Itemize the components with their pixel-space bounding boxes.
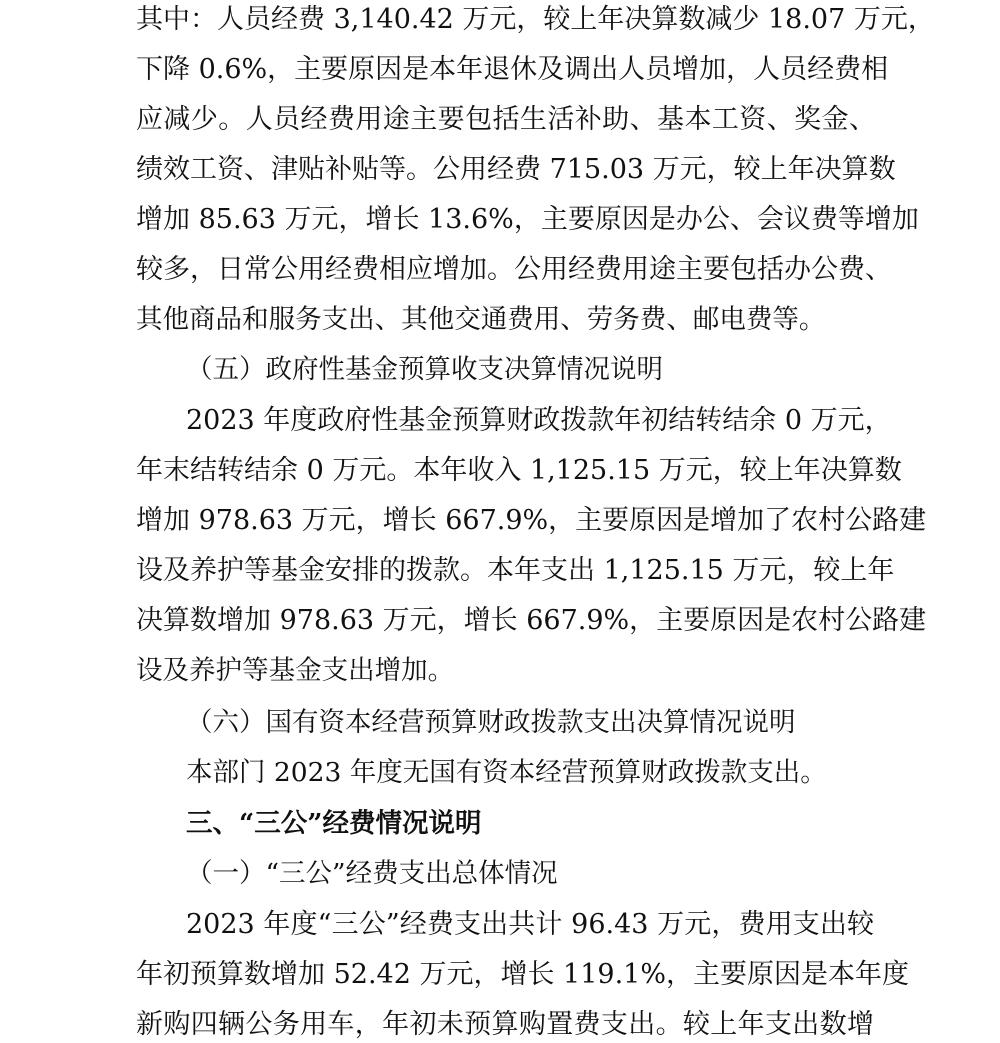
text-line: 绩效工资、津贴补贴等。公用经费 715.03 万元，较上年决算数 bbox=[136, 154, 896, 185]
text-line: 本部门 2023 年度无国有资本经营预算财政拨款支出。 bbox=[186, 757, 827, 788]
text-line: 其他商品和服务支出、其他交通费用、劳务费、邮电费等。 bbox=[136, 304, 826, 335]
text-line: 新购四辆公务用车，年初未预算购置费支出。较上年支出数增 bbox=[136, 1009, 874, 1040]
section-title: 三、“三公”经费情况说明 bbox=[186, 808, 482, 839]
text-line: 决算数增加 978.63 万元，增长 667.9%，主要原因是农村公路建 bbox=[136, 605, 927, 636]
text-line: 较多，日常公用经费相应增加。公用经费用途主要包括办公费、 bbox=[136, 254, 892, 285]
section-heading: （一）“三公”经费支出总体情况 bbox=[186, 858, 558, 889]
text-line: 增加 85.63 万元，增长 13.6%，主要原因是办公、会议费等增加 bbox=[136, 204, 919, 235]
text-line: 设及养护等基金支出增加。 bbox=[136, 655, 455, 686]
text-line: 年初预算数增加 52.42 万元，增长 119.1%，主要原因是本年度 bbox=[136, 959, 909, 990]
text-line: 下降 0.6%，主要原因是本年退休及调出人员增加，人员经费相 bbox=[136, 54, 889, 85]
section-heading: （五）政府性基金预算收支决算情况说明 bbox=[186, 354, 663, 385]
text-line: 2023 年度“三公”经费支出共计 96.43 万元，费用支出较 bbox=[186, 909, 874, 940]
section-heading: （六）国有资本经营预算财政拨款支出决算情况说明 bbox=[186, 707, 796, 738]
text-line: 增加 978.63 万元，增长 667.9%，主要原因是增加了农村公路建 bbox=[136, 505, 927, 536]
text-line: 应减少。人员经费用途主要包括生活补助、基本工资、奖金、 bbox=[136, 104, 876, 135]
text-line: 年末结转结余 0 万元。本年收入 1,125.15 万元，较上年决算数 bbox=[136, 455, 902, 486]
text-line: 设及养护等基金安排的拨款。本年支出 1,125.15 万元，较上年 bbox=[136, 555, 895, 586]
text-line: 其中：人员经费 3,140.42 万元，较上年决算数减少 18.07 万元， bbox=[136, 4, 935, 35]
text-line: 2023 年度政府性基金预算财政拨款年初结转结余 0 万元， bbox=[186, 405, 892, 436]
